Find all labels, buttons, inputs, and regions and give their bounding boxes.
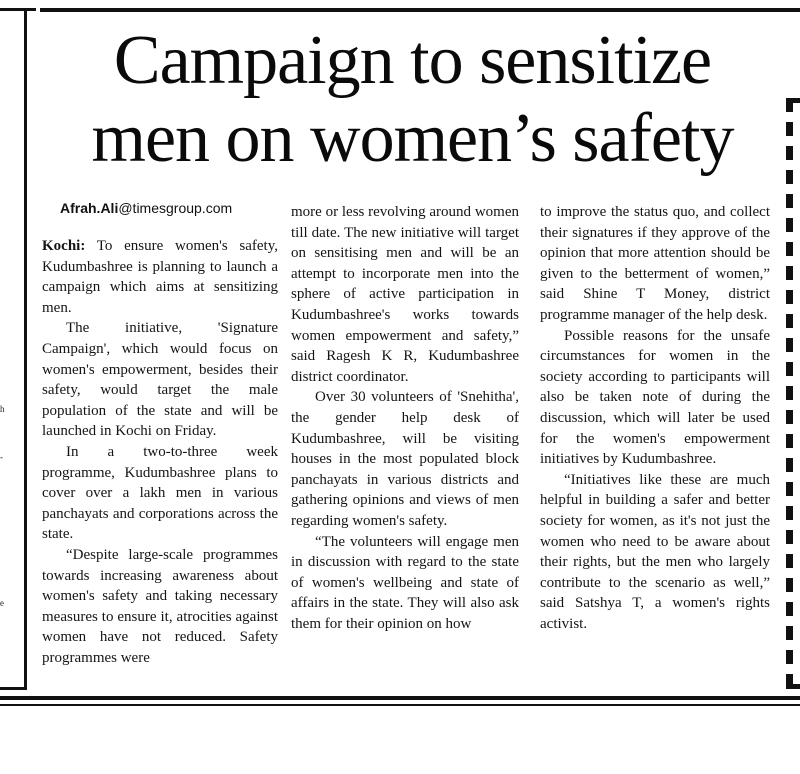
paragraph: to improve the status quo, and collect their signatures if they approve of the opinion that more attention should be given to the betterment of women,” said Shine T Money, district programme manager of the help desk. [540, 204, 770, 323]
bottom-rule [0, 696, 800, 700]
article-column-2 [291, 202, 519, 634]
paragraph: In a two-to-three week programme, Kudumbashree plans to cover over a lakh men in various panchayats and corporations across the state. [42, 443, 278, 543]
paragraph: “Despite large-scale programmes towards increasing awareness about women's safety and taking necessary measures to ensure it, atrocities against women have not reduced. Safety programmes were [42, 546, 278, 666]
headline-line-2: men on women’s safety [91, 100, 734, 177]
paragraph: more or less revolving around women till date. The new initiative will target on sensitising men and will be an attempt to incorporate men into the sphere of active participation in Kudumbashree's works towards women empowerment and safety,” said Ragesh K R, Kudumbashree district coordinator. [291, 204, 519, 385]
byline-domain: @timesgroup.com [118, 200, 233, 216]
adjacent-article-fragment: h [0, 404, 5, 414]
paragraph: Possible reasons for the unsafe circumstances for women in the society according to participants will also be taken note of during the discussion, which will later be used for the women's empowerment initiatives by Kudumbashree. [540, 327, 770, 468]
adjacent-article-fragment: e [0, 598, 4, 608]
paragraph: The initiative, 'Signature Campaign', which would focus on women's empowerment, besides their safety, would target the male population of the state and will be launched in Kochi on Friday. [42, 320, 278, 440]
byline-name: Afrah.Ali [60, 200, 119, 216]
paragraph: Over 30 volunteers of 'Snehitha', the gender help desk of Kudumbashree, will be visiting houses in the most populated block panchayats in various districts and gathering opinions and views of men regarding women's safety. [291, 389, 519, 529]
article-column-1 [42, 236, 278, 668]
left-column-rule [24, 8, 27, 690]
top-rule [40, 8, 800, 12]
dashed-border-corner [786, 684, 800, 689]
article-column-3 [540, 202, 770, 634]
left-rule-bottom [0, 687, 27, 690]
paragraph: “The volunteers will engage men in discussion with regard to the state of women's wellbeing and state of affairs in the state. They will also ask them for their opinion on how [291, 533, 519, 632]
adjacent-article-fragment: - [0, 452, 3, 462]
dateline: Kochi: [42, 238, 86, 254]
blank-margin [0, 706, 800, 774]
headline-line-1: Campaign to sensitize [113, 22, 712, 99]
paragraph-text: To ensure women's safety, Kudumbashree is planning to launch a campaign which aims at sensitizing men. [42, 238, 278, 316]
dashed-border-corner [786, 98, 800, 103]
dashed-border [786, 98, 793, 688]
top-rule-edge [0, 8, 36, 11]
paragraph [42, 236, 278, 318]
paragraph: “Initiatives like these are much helpful in building a safer and better society for women, as it's not just the women who need to be aware about their rights, but the men who largely contribute to the scenario as well,” said Satshya T, a women's rights activist. [540, 471, 770, 632]
byline [60, 200, 232, 216]
